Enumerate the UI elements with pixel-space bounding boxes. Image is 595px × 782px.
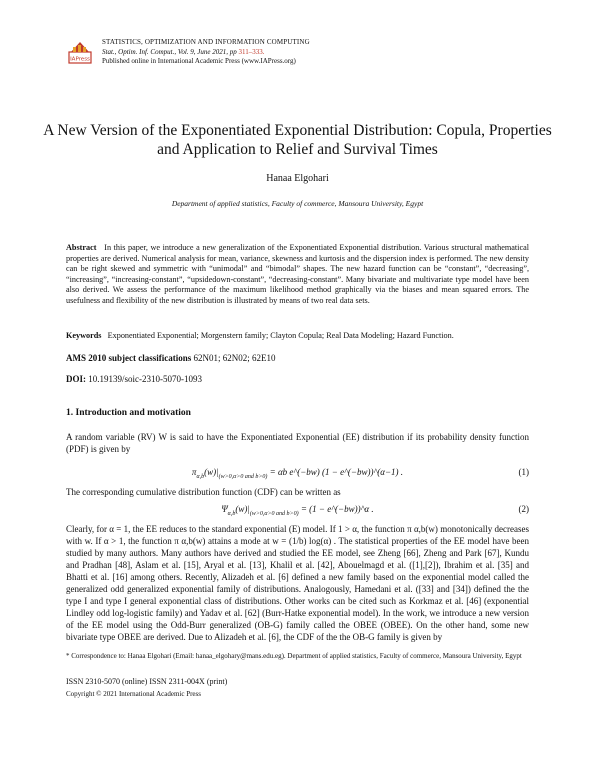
ams-label: AMS 2010 subject classifications [66, 353, 192, 363]
eq2-arg: (w)| [235, 504, 250, 514]
equation-1-number: (1) [518, 467, 529, 477]
eq2-lhs: Ψ [221, 504, 228, 514]
eq1-condition: (w>0,α>0 and b>0) [218, 473, 268, 480]
correspondence-footnote: * Correspondence to: Hanaa Elgohari (Email: hanaa_elgohary@mans.edu.eg). Department of applied statistics, Faculty of commerce, Mansoura University, Egypt [66, 652, 522, 660]
keywords-text: Exponentiated Exponential; Morgenstern family; Clayton Copula; Real Data Modeling; Hazard Function. [107, 331, 454, 340]
copyright-line: Copyright © 2021 International Academic Press [66, 690, 201, 698]
intro-paragraph-3: Clearly, for α = 1, the EE reduces to the standard exponential (E) model. If 1 > α, the function π α,b(w) monotonically decreases with w. If α > 1, the function π α,b(w) attains a mode at w = (1/b) log(α) . The statistical properties of the EE model have been studied by many authors. Many authors have derived and studied the EE model, see Zheng [66], Zheng and Park [67], Kundu and Pradhan [48], Aslam et al. [15], Aryal et al. [13], Khalil et al. [42], Abouelmagd et al. ([1],[2]), Ibrahim et al. [35] and Bhatti et al. [16] among others. Recently, Alizadeh et al. [6] defined a new family based on the exponential model called the generalized odd generalized exponential family of distributions. Analogously, Hamedani et al. ([33] and [34]) defined the the type I and type I general exponential class of distributions. Other works can be cited such as Korkmaz et al. [46] (exponential Lindley odd log-logistic family) and Yadav et al. [62] (Burr-Hatke exponential model). In the work, we introduce a new version of the EE model using the Odd-Burr generalized (OB-G) family called the OBEE (OBEE). On the other hand, some new bivariate type OBEE are derived. Due to Alizadeh et al. [6], the CDF of the the OB-G family is given by [66, 524, 529, 642]
author-affiliation: Department of applied statistics, Faculty of commerce, Mansoura University, Egypt [171, 199, 424, 208]
issn-line: ISSN 2310-5070 (online) ISSN 2311-004X (print) [66, 677, 228, 686]
ams-codes: 62N01; 62N02; 62E10 [193, 353, 276, 363]
eq1-sub: α,b [196, 473, 205, 480]
journal-header [66, 38, 536, 70]
abstract [66, 243, 529, 307]
logo-text: IAPress [70, 56, 90, 63]
ams-classification [66, 353, 276, 363]
citation-line [102, 48, 310, 58]
header-lines [102, 38, 310, 67]
keywords [66, 331, 529, 340]
citation-prefix: Stat., Optim. Inf. Comput., Vol. 9, June 2021, pp [102, 47, 239, 56]
equation-1-body [66, 467, 529, 480]
paper-title: A New Version of the Exponentiated Exponential Distribution: Copula, Properties and Application to Relief and Survival Times [43, 122, 552, 158]
doi-label: DOI: [66, 374, 86, 384]
eq2-rhs: = (1 − e^(−bw))^α . [298, 504, 374, 514]
equation-2 [66, 504, 529, 520]
eq1-arg: (w)| [204, 467, 219, 477]
intro-paragraph-2: The corresponding cumulative distribution function (CDF) can be written as [66, 487, 341, 497]
doi-value[interactable]: 10.19139/soic-2310-5070-1093 [88, 374, 202, 384]
eq1-rhs: = αb e^(−bw) (1 − e^(−bw))^(α−1) . [267, 467, 404, 477]
eq2-condition: (w>0,α>0 and b>0) [249, 510, 299, 517]
published-line: Published online in International Academic Press (www.IAPress.org) [102, 57, 296, 65]
intro-paragraph-1: A random variable (RV) W is said to have the Exponentiated Exponential (EE) distribution if its probability density function (PDF) is given by [66, 432, 529, 454]
equation-2-number: (2) [518, 504, 529, 514]
keywords-label: Keywords [66, 331, 102, 340]
abstract-label: Abstract [66, 243, 97, 252]
section-heading: 1. Introduction and motivation [66, 408, 191, 418]
eq1-lhs: π [191, 467, 197, 477]
equation-1 [66, 467, 529, 483]
page-range-link[interactable]: 311–333. [238, 47, 265, 56]
eq2-sub: α,b [227, 510, 236, 517]
iapress-logo-icon [66, 38, 94, 66]
journal-name: STATISTICS, OPTIMIZATION AND INFORMATION COMPUTING [102, 38, 310, 46]
author-name: Hanaa Elgohari [266, 173, 329, 184]
equation-2-body [66, 504, 529, 517]
abstract-text: In this paper, we introduce a new generalization of the Exponentiated Exponential distribution. Various structural mathematical properties are derived. Numerical analysis for mean, variance, skewness and kurtosis and the dispersion index is performed. The new density can be right skewed and symmetric with “unimodal” and “bimodal” shapes. The new hazard function can be “constant”, “decreasing”, “increasing”, “increasing-constant”, “upsidedown-constant”, “decreasing-constant”. Many bivariate and multivariate type model have been also derived. We assess the performance of the maximum likelihood method graphically via the biases and mean squared errors. The usefulness and flexibility of the new distribution is illustrated by means of two real data sets. [66, 243, 529, 305]
doi-line [66, 374, 202, 384]
